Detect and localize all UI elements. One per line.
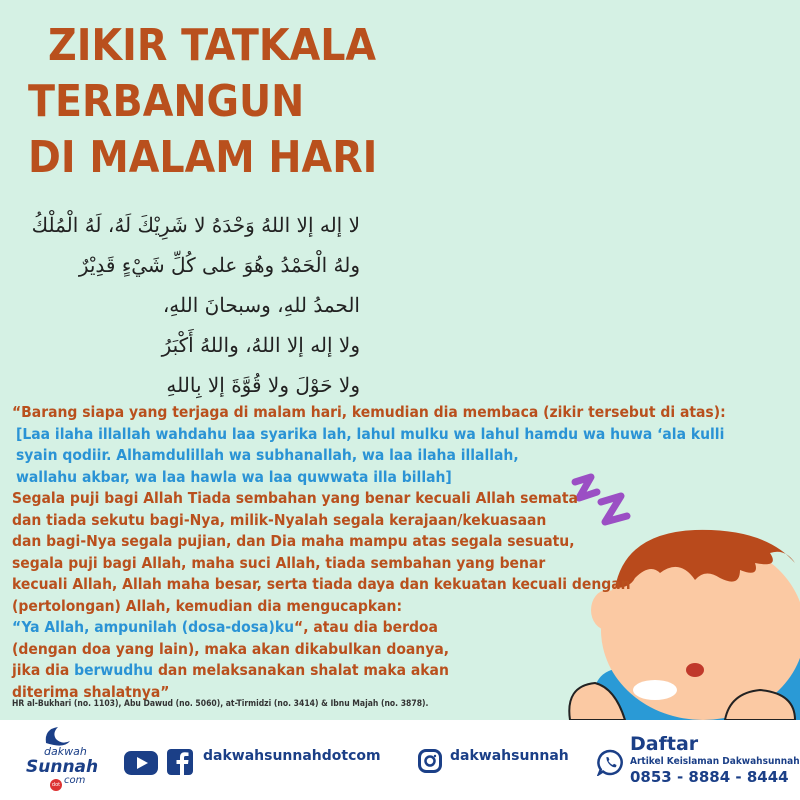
page-title [28,18,377,186]
hadith-fragment: dan melaksanakan shalat maka akan [153,661,449,679]
title-line-2: TERBANGUN [28,76,305,127]
translation-line: dan tiada sekutu bagi-Nya, milik-Nyalah segala kerajaan/kekuasaan [12,510,547,529]
translation-line: segala puji bagi Allah, maha suci Allah, tiada sembahan yang benar [12,553,546,572]
title-line-3: DI MALAM HARI [28,132,378,183]
logo-dot-badge: dot [50,779,62,791]
wudhu-highlight: berwudhu [74,661,154,679]
whatsapp-icon[interactable] [597,749,624,776]
translation-line: (pertolongan) Allah, kemudian dia mengucapkan: [12,596,403,615]
facebook-icon[interactable] [167,749,193,775]
doa-line [12,617,702,639]
hadith-line: diterima shalatnya” [12,682,170,701]
hadith-line: (dengan doa yang lain), maka akan dikabulkan doanya, [12,639,450,658]
title-line-1: ZIKIR TATKALA [48,20,377,71]
logo-text-sunnah: Sunnah [26,757,99,777]
translation-line: dan bagi-Nya segala pujian, dan Dia maha mampu atas segala sesuatu, [12,532,575,550]
instagram-link[interactable] [450,748,569,764]
daftar-phone: 0853 - 8884 - 8444 [630,768,789,786]
facebook-link[interactable] [203,748,381,764]
hadith-text [12,402,726,703]
hadith-line [12,660,702,682]
logo-text-dakwah: dakwah [44,745,87,758]
instagram-icon[interactable] [418,749,442,773]
dakwahsunnah-logo [14,725,104,795]
arabic-line: ولهُ الْحَمْدُ وهُوَ على كُلِّ شَيْءٍ قَدِيْرٌ [78,253,360,277]
daftar-title: Daftar [630,733,699,755]
daftar-block[interactable] [630,733,800,786]
transliteration-line: syain qodiir. Alhamdulillah wa subhanallah, wa laa ilaha illallah, [16,446,519,464]
arabic-line: ولا إله إلا اللهُ، واللهُ أَكْبَرُ [161,333,360,357]
transliteration-line: [Laa ilaha illallah wahdahu laa syarika lah, lahul mulku wa lahul hamdu wa huwa ‘ala kulli [16,424,725,443]
instagram-handle: dakwahsunnah [450,748,569,764]
hadith-intro: “Barang siapa yang terjaga di malam hari, kemudian dia membaca (zikir tersebut di atas): [12,403,726,421]
arabic-line: الحمدُ للهِ، وسبحانَ اللهِ، [162,293,360,317]
translation-line: Segala puji bagi Allah Tiada sembahan yang benar kecuali Allah semata [12,489,578,507]
transliteration-line: wallahu akbar, wa laa hawla wa laa quwwata illa billah] [16,467,452,486]
arabic-zikir [0,205,360,405]
daftar-subtitle: Artikel Keislaman Dakwahsunnah [630,756,800,767]
arabic-line: ولا حَوْلَ ولا قُوَّةَ إلا بِاللهِ [166,373,360,397]
logo-text-com: com [64,775,86,786]
translation-line: kecuali Allah, Allah maha besar, serta tiada daya dan kekuatan kecuali dengan [12,575,631,593]
doa-quote: “Ya Allah, ampunilah (dosa-dosa)ku [12,618,295,636]
hadith-fragment: jika dia [12,661,75,679]
doa-after: “, atau dia berdoa [294,618,438,636]
facebook-handle: dakwahsunnahdotcom [203,748,381,764]
youtube-icon[interactable] [124,751,158,775]
arabic-line: لا إله إلا اللهُ وَحْدَهُ لا شَرِيْكَ لَهُ، لَهُ الْمُلْكُ [31,213,360,237]
hadith-reference: HR al-Bukhari (no. 1103), Abu Dawud (no. 5060), at-Tirmidzi (no. 3414) & Ibnu Majah (no. 3878). [12,699,429,709]
